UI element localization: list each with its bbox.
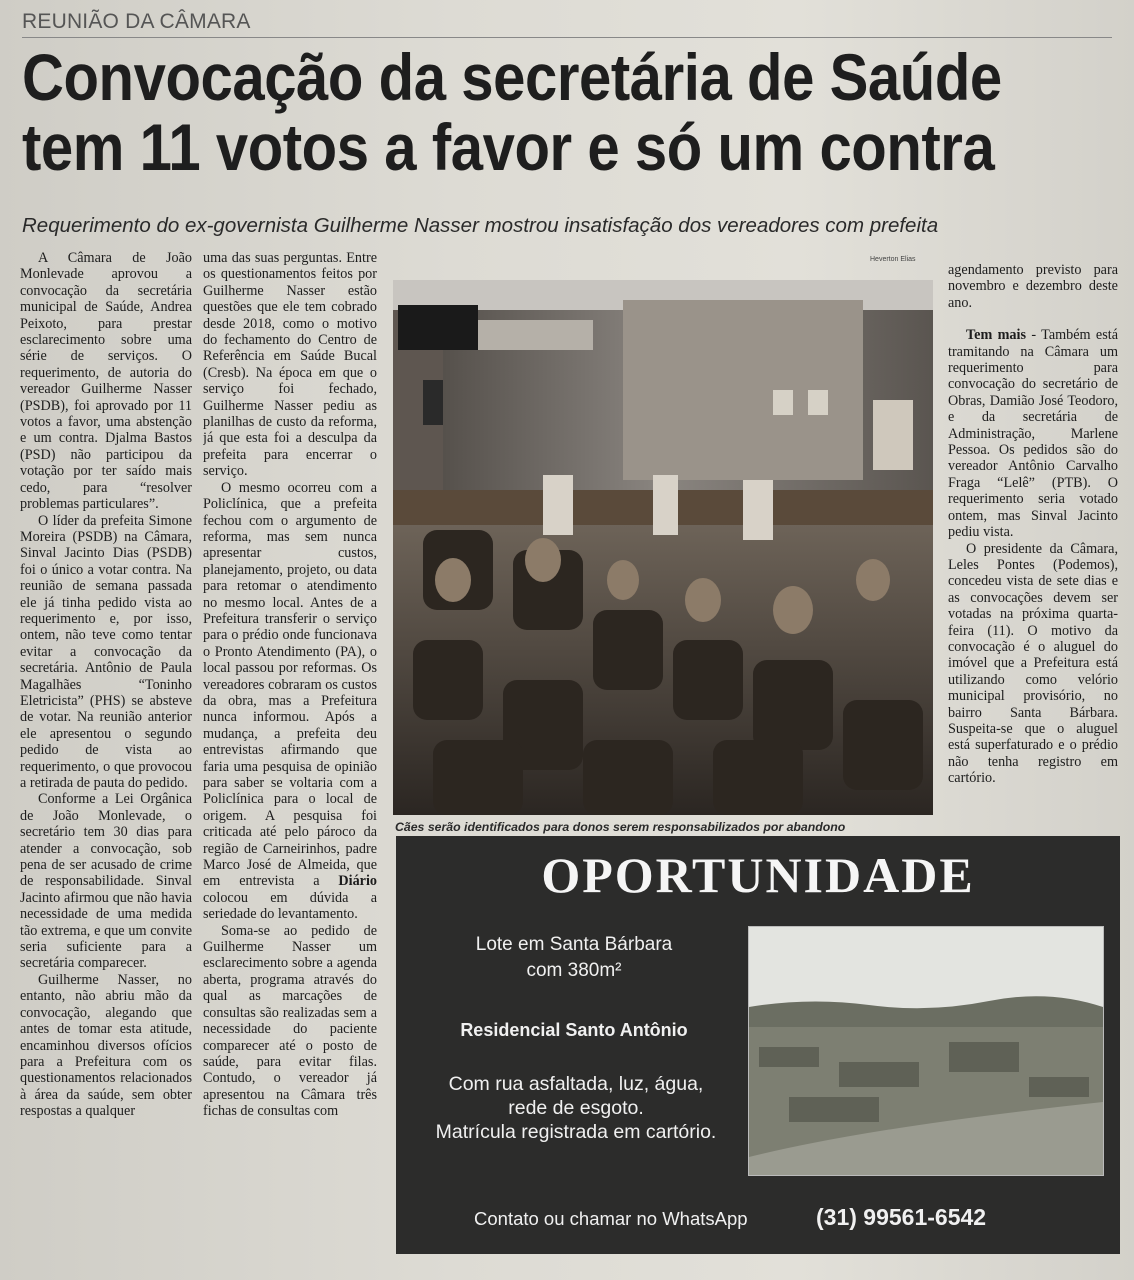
ad-lot-line: com 380m² xyxy=(526,960,622,981)
paragraph xyxy=(203,480,377,923)
paragraph: Soma-se ao pedido de Guilherme Nasser um esclarecimento sobre a agenda aberta, programa através do qual as marcações de consultas são realizadas sem a necessidade do paciente comparecer até o posto de saúde, para evitar filas. Contudo, o vereador já apresentou na Câmara três fichas de consultas com xyxy=(203,922,377,1120)
subheadline: Requerimento do ex-governista Guilherme Nasser mostrou insatisfação dos vereadores com prefeita xyxy=(22,214,939,237)
article-column-2 xyxy=(203,250,377,1280)
headline xyxy=(22,40,1002,184)
paragraph: A Câmara de João Monlevade aprovou a convocação da secretária municipal de Saúde, Andrea Peixoto, para prestar esclarecimento sobre uma série de serviços. O requerimento, de autoria do vereador Guilherme Nasser (PSDB), foi aprovado por 11 votos a favor, uma abstenção e um contra. Djalma Bastos (PSD) não participou da votação por ter saído mais cedo, para “resolver problemas particulares”. xyxy=(20,250,192,513)
ad-contact-label: Contato ou chamar no WhatsApp xyxy=(474,1208,748,1229)
section-kicker: REUNIÃO DA CÂMARA xyxy=(22,10,251,33)
photo-credit: Heverton Elias xyxy=(870,256,916,263)
ad-lot-info xyxy=(424,932,724,984)
paragraph: O líder da prefeita Simone Moreira (PSDB) na Câmara, Sinval Jacinto Dias (PSDB) foi o único a votar contra. Na reunião de semana passada ele já tinha pedido vista ao requerimento e, por isso, ontem, não teve como tentar evitar a convocação da secretária. Antônio de Paula Magalhães “Toninho Eletricista” (PHS) se absteve de votar. Na reunião anterior ele apresentou o segundo pedido de vista ao requerimento, o que provocou a retirada de pauta do pedido. xyxy=(20,512,192,791)
ad-title: OPORTUNIDADE xyxy=(541,847,975,903)
ad-feature-line: Matrícula registrada em cartório. xyxy=(435,1121,717,1143)
newspaper-name: Diário xyxy=(338,873,377,890)
ad-feature-line: rede de esgoto. xyxy=(508,1097,644,1119)
photo-caption: Cães serão identificados para donos serem responsabilizados por abandono xyxy=(395,820,846,834)
headline-line-2: tem 11 votos a favor e só um contra xyxy=(22,110,995,184)
paragraph-text: - Também está tramitando na Câmara um requerimento para convocação do secretário de Obras, Damião José Teodoro, e da secretária de Administração, Marlene Pessoa. Os pedidos são do vereador Antônio Carvalho Fraga “Lelê” (PTB). O requerimento seria votado ontem, mas Sinval Jacinto pediu vista. xyxy=(948,327,1118,541)
paragraph: O presidente da Câmara, Leles Pontes (Podemos), concedeu vista de sete dias e as convocações devem ser votadas na próxima quarta-feira (11). O motivo da convocação é o aluguel do imóvel que a Prefeitura está utilizando como velório municipal provisório, no bairro Santa Bárbara. Suspeita-se que o aluguel está superfaturado e o prédio não tenha registro em cartório. xyxy=(948,540,1118,787)
council-chamber-photo xyxy=(393,280,933,815)
advertisement xyxy=(396,836,1120,1254)
ad-lot-line: Lote em Santa Bárbara xyxy=(475,934,673,955)
subsection-lead: Tem mais xyxy=(966,327,1026,344)
paragraph: Conforme a Lei Orgânica de João Monlevade, o secretário tem 30 dias para atender a convocação, sob pena de ser acusado de crime de responsabilidade. Sinval Jacinto afirmou que não havia necessidade de uma medida tão extrema, e que um convite seria suficiente para a secretária comparecer. xyxy=(20,791,192,972)
headline-line-1: Convocação da secretária de Saúde xyxy=(22,40,1002,114)
ad-phone-number: (31) 99561-6542 xyxy=(816,1204,987,1230)
ad-residential-name: Residencial Santo Antônio xyxy=(460,1020,688,1040)
ad-features xyxy=(406,1072,746,1144)
paragraph-text: O mesmo ocorreu com a Policlínica, que a prefeita fechou com o argumento de reforma, mas sem nunca apresentar custos, planejamento, projeto, ou data para retomar o atendimento no mesmo local. Antes de a Prefeitura transferir o serviço para o prédio onde funcionava o Pronto Atendimento (PA), o local passou por reformas. Os vereadores cobraram os custos da obra, mas a Prefeitura nunca informou. Após a mudança, a prefeita deu entrevistas afirmando que faria uma pesquisa de opinião para saber se voltaria com a Policlínica para o local de origem. A pesquisa foi criticada até pelo pároco da região de Carneirinhos, padre Marco José de Almeida, que em entrevista a xyxy=(203,479,377,890)
paragraph xyxy=(948,327,1118,540)
photo-illustration xyxy=(393,280,933,815)
paragraph: agendamento previsto para novembro e dezembro deste ano. xyxy=(948,262,1118,311)
paragraph: Guilherme Nasser, no entanto, não abriu mão da convocação, alegando que antes de tomar esta atitude, encaminhou diversos ofícios para a Prefeitura com os questionamentos relacionados à área da saúde, sem obter respostas a qualquer xyxy=(20,971,192,1120)
ad-feature-line: Com rua asfaltada, luz, água, xyxy=(448,1073,704,1095)
kicker-divider xyxy=(22,37,1112,38)
lot-landscape-illustration xyxy=(749,927,1103,1175)
article-column-1 xyxy=(20,250,192,1280)
lot-photo xyxy=(748,926,1104,1176)
paragraph-text: colocou em dúvida a seriedade do levantamento. xyxy=(203,889,377,923)
paragraph: uma das suas perguntas. Entre os questionamentos feitos por Guilherme Nasser estão questões que ele tem cobrado desde 2018, como o motivo do fechamento do Centro de Referência em Saúde Bucal (Cresb). Na época em que o serviço foi fechado, Guilherme Nasser pediu as planilhas de custo da reforma, já que esta foi a desculpa da prefeita para encerrar o serviço. xyxy=(203,250,377,480)
article-column-3 xyxy=(948,262,1118,822)
